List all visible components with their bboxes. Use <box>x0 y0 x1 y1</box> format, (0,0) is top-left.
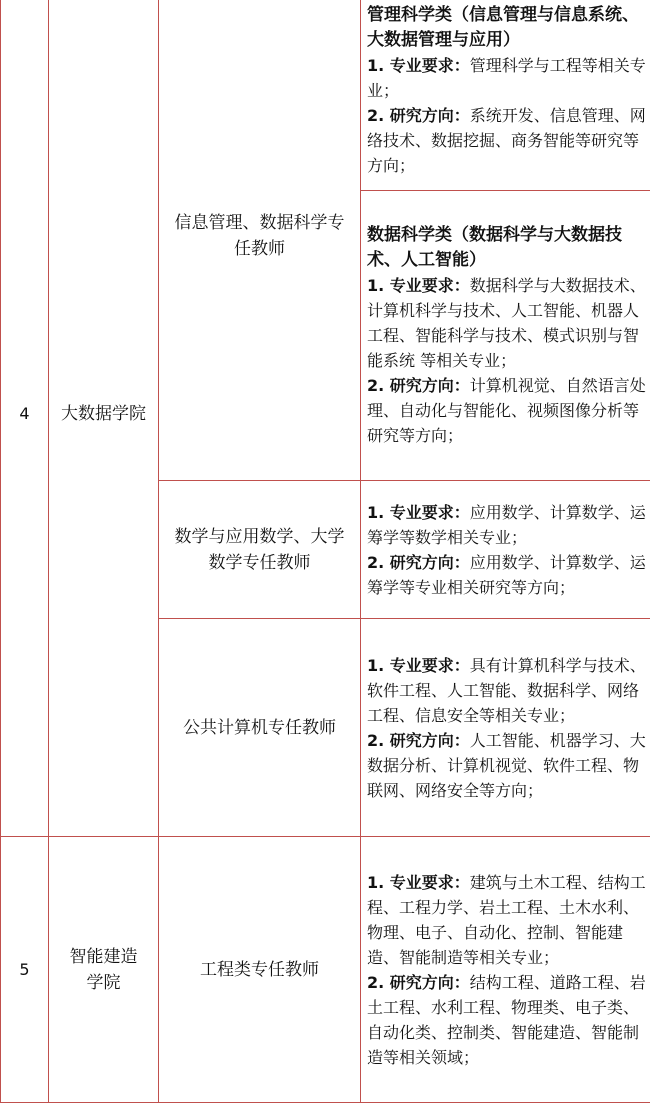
major-label: 1. 专业要求： <box>367 56 470 75</box>
research-direction <box>367 103 646 178</box>
research-text: 人工智能、机器学习、大数据分析、计算机视觉、软件工程、物联网、网络安全等方向； <box>367 730 646 800</box>
major-text: 应用数学、计算数学、运筹学等数学相关专业； <box>367 502 646 547</box>
major-requirement <box>367 870 646 970</box>
position-name: 数学与应用数学、大学数学专任教师 <box>159 481 361 619</box>
position-name: 信息管理、数据科学专任教师 <box>159 0 361 481</box>
research-label: 2. 研究方向： <box>367 106 470 125</box>
research-text: 计算机视觉、自然语言处理、自动化与智能化、视频图像分析等研究等方向； <box>367 376 646 445</box>
research-text: 系统开发、信息管理、网络技术、数据挖掘、商务智能等研究等方向； <box>367 106 646 175</box>
research-label: 2. 研究方向： <box>367 730 470 750</box>
major-text: 管理科学与工程等相关专业； <box>367 56 646 100</box>
requirement-cell <box>361 191 650 481</box>
major-text: 具有计算机科学与技术、软件工程、人工智能、数据科学、网络工程、信息安全等相关专业； <box>367 655 646 725</box>
research-direction <box>367 728 646 803</box>
major-text: 数据科学与大数据技术、计算机科学与技术、人工智能、机器人工程、智能科学与技术、模式识别与智能系统 等相关专业； <box>367 276 646 370</box>
research-text: 结构工程、道路工程、岩土工程、水利工程、物理类、电子类、自动化类、控制类、智能建造、智能制造等相关领域； <box>367 972 646 1067</box>
major-requirement <box>367 653 646 728</box>
table-row <box>1 837 650 1103</box>
requirement-cell <box>361 837 650 1103</box>
major-label: 1. 专业要求： <box>367 502 470 522</box>
research-text: 应用数学、计算数学、运筹学等专业相关研究等方向； <box>367 552 646 597</box>
research-direction <box>367 970 646 1070</box>
research-direction <box>367 550 646 600</box>
requirement-cell <box>361 0 650 191</box>
table-row <box>1 0 650 191</box>
row-number: 4 <box>1 0 49 837</box>
requirement-cell <box>361 481 650 619</box>
major-label: 1. 专业要求： <box>367 276 470 295</box>
requirement-cell <box>361 619 650 837</box>
research-label: 2. 研究方向： <box>367 972 470 992</box>
major-requirement <box>367 53 646 103</box>
college-name: 大数据学院 <box>49 0 159 837</box>
position-name: 工程类专任教师 <box>159 837 361 1103</box>
major-label: 1. 专业要求： <box>367 872 470 892</box>
row-number: 5 <box>1 837 49 1103</box>
category-title: 数据科学类（数据科学与大数据技术、人工智能） <box>367 225 622 270</box>
major-requirement <box>367 500 646 550</box>
major-text: 建筑与土木工程、结构工程、工程力学、岩土工程、土木水利、物理、电子、自动化、控制、智能建造、智能制造等相关专业； <box>367 872 646 967</box>
research-label: 2. 研究方向： <box>367 552 470 572</box>
position-name: 公共计算机专任教师 <box>159 619 361 837</box>
college-name: 智能建造学院 <box>49 837 159 1103</box>
research-label: 2. 研究方向： <box>367 376 470 395</box>
major-requirement <box>367 273 646 373</box>
category-title: 管理科学类（信息管理与信息系统、大数据管理与应用） <box>367 5 639 50</box>
research-direction <box>367 373 646 448</box>
major-label: 1. 专业要求： <box>367 655 470 675</box>
